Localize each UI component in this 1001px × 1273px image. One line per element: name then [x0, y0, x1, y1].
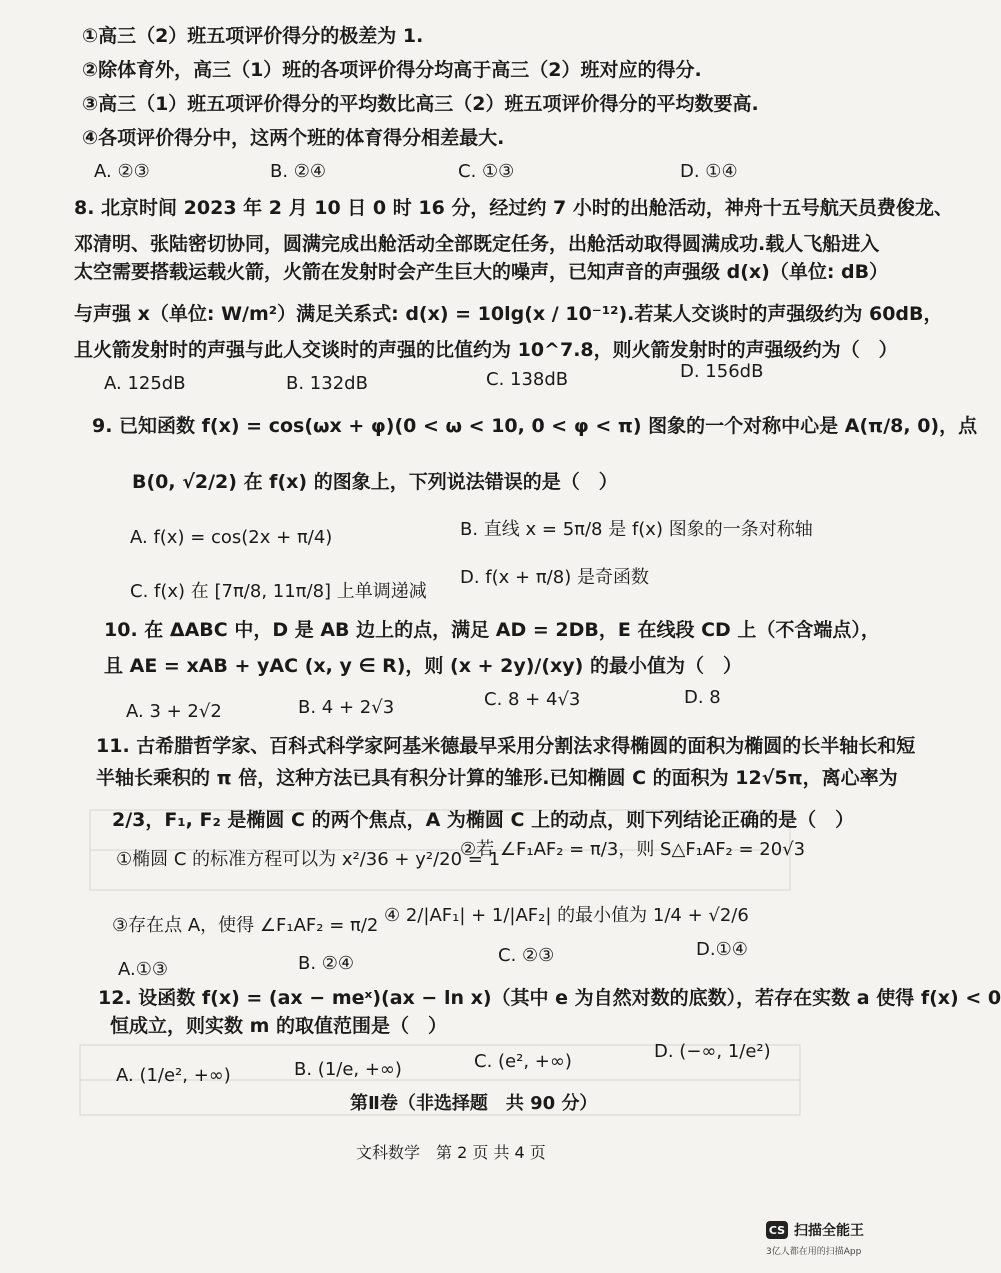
q10-line-2: 且 AE = xAB + yAC (x, y ∈ R)，则 (x + 2y)/(xy) 的最小值为（ ） [104, 655, 742, 677]
q11-option-d: D.①④ [696, 939, 748, 960]
q12-line-1: 12. 设函数 f(x) = (ax − meˣ)(ax − ln x)（其中 e 为自然对数的底数），若存在实数 a 使得 f(x) < 0 [98, 987, 1001, 1009]
q11-option-c: C. ②③ [498, 945, 555, 966]
q7-option-a: A. ②③ [94, 161, 150, 182]
q7-statement-2: ②除体育外，高三（1）班的各项评价得分均高于高三（2）班对应的得分. [82, 59, 702, 81]
q9-line-1: 9. 已知函数 f(x) = cos(ωx + φ)(0 < ω < 10, 0 < φ < π) 图象的一个对称中心是 A(π/8, 0)，点 [92, 415, 978, 437]
q11-line-2: 半轴长乘积的 π 倍，这种方法已具有积分计算的雏形.已知椭圆 C 的面积为 12√5π，离心率为 [96, 767, 898, 789]
q11-statement-1: ①椭圆 C 的标准方程可以为 x²/36 + y²/20 = 1 [116, 849, 501, 870]
q10-option-a: A. 3 + 2√2 [126, 701, 222, 722]
q7-statement-1: ①高三（2）班五项评价得分的极差为 1. [82, 25, 424, 47]
q8-option-a: A. 125dB [104, 373, 186, 394]
q8-line-3: 太空需要搭载运载火箭，火箭在发射时会产生巨大的噪声，已知声音的声强级 d(x)（单位: dB） [74, 261, 889, 283]
q8-line-4: 与声强 x（单位: W/m²）满足关系式: d(x) = 10lg(x / 10⁻¹²).若某人交谈时的声强级约为 60dB， [74, 303, 943, 325]
page-footer: 文科数学 第 2 页 共 4 页 [356, 1143, 546, 1162]
q7-option-b: B. ②④ [270, 161, 327, 182]
q9-option-c: C. f(x) 在 [7π/8, 11π/8] 上单调递减 [130, 581, 427, 602]
q12-option-b: B. (1/e, +∞) [294, 1059, 402, 1080]
q12-option-a: A. (1/e², +∞) [116, 1065, 231, 1086]
q10-option-d: D. 8 [684, 687, 721, 708]
q11-option-b: B. ②④ [298, 953, 355, 974]
q8-line-1: 8. 北京时间 2023 年 2 月 10 日 0 时 16 分，经过约 7 小时的出舱活动，神舟十五号航天员费俊龙、 [74, 197, 953, 219]
q9-option-a: A. f(x) = cos(2x + π/4) [130, 527, 333, 548]
q11-statement-2: ②若 ∠F₁AF₂ = π/3，则 S△F₁AF₂ = 20√3 [460, 839, 806, 860]
q11-statement-4: ④ 2/|AF₁| + 1/|AF₂| 的最小值为 1/4 + √2/6 [384, 905, 749, 926]
q8-option-d: D. 156dB [680, 361, 764, 382]
q11-option-a: A.①③ [118, 959, 168, 980]
q8-option-b: B. 132dB [286, 373, 368, 394]
q11-line-3: 2/3，F₁, F₂ 是椭圆 C 的两个焦点，A 为椭圆 C 上的动点，则下列结论正确的是（ ） [112, 809, 855, 831]
scanner-logo-tagline: 3亿人都在用的扫描App [766, 1247, 862, 1257]
q9-line-2: B(0, √2/2) 在 f(x) 的图象上，下列说法错误的是（ ） [132, 471, 618, 493]
q11-statement-3: ③存在点 A，使得 ∠F₁AF₂ = π/2 [112, 915, 379, 936]
q12-line-2: 恒成立，则实数 m 的取值范围是（ ） [110, 1015, 448, 1037]
section-title: 第Ⅱ卷（非选择题 共 90 分） [350, 1093, 598, 1114]
q9-option-d: D. f(x + π/8) 是奇函数 [460, 567, 649, 588]
q8-line-2: 邓清明、张陆密切协同，圆满完成出舱活动全部既定任务，出舱活动取得圆满成功.载人飞船进入 [74, 233, 880, 255]
q10-line-1: 10. 在 ΔABC 中，D 是 AB 边上的点，满足 AD = 2DB，E 在线段 CD 上（不含端点）， [104, 619, 880, 641]
q7-statement-4: ④各项评价得分中，这两个班的体育得分相差最大. [82, 127, 505, 149]
q10-option-c: C. 8 + 4√3 [484, 689, 581, 710]
scanner-logo [766, 1220, 864, 1240]
q11-line-1: 11. 古希腊哲学家、百科式科学家阿基米德最早采用分割法求得椭圆的面积为椭圆的长半轴长和短 [96, 735, 916, 757]
q7-statement-3: ③高三（1）班五项评价得分的平均数比高三（2）班五项评价得分的平均数要高. [82, 93, 759, 115]
q12-option-c: C. (e², +∞) [474, 1051, 572, 1072]
q12-option-d: D. (−∞, 1/e²) [654, 1041, 771, 1062]
scanner-logo-name: 扫描全能王 [794, 1223, 864, 1239]
q7-option-d: D. ①④ [680, 161, 738, 182]
q10-option-b: B. 4 + 2√3 [298, 697, 395, 718]
q8-line-5: 且火箭发射时的声强与此人交谈时的声强的比值约为 10^7.8，则火箭发射时的声强级约为（ ） [74, 339, 898, 361]
q8-option-c: C. 138dB [486, 369, 569, 390]
scanner-logo-icon: CS [766, 1221, 788, 1239]
q7-option-c: C. ①③ [458, 161, 515, 182]
q9-option-b: B. 直线 x = 5π/8 是 f(x) 图象的一条对称轴 [460, 519, 813, 540]
